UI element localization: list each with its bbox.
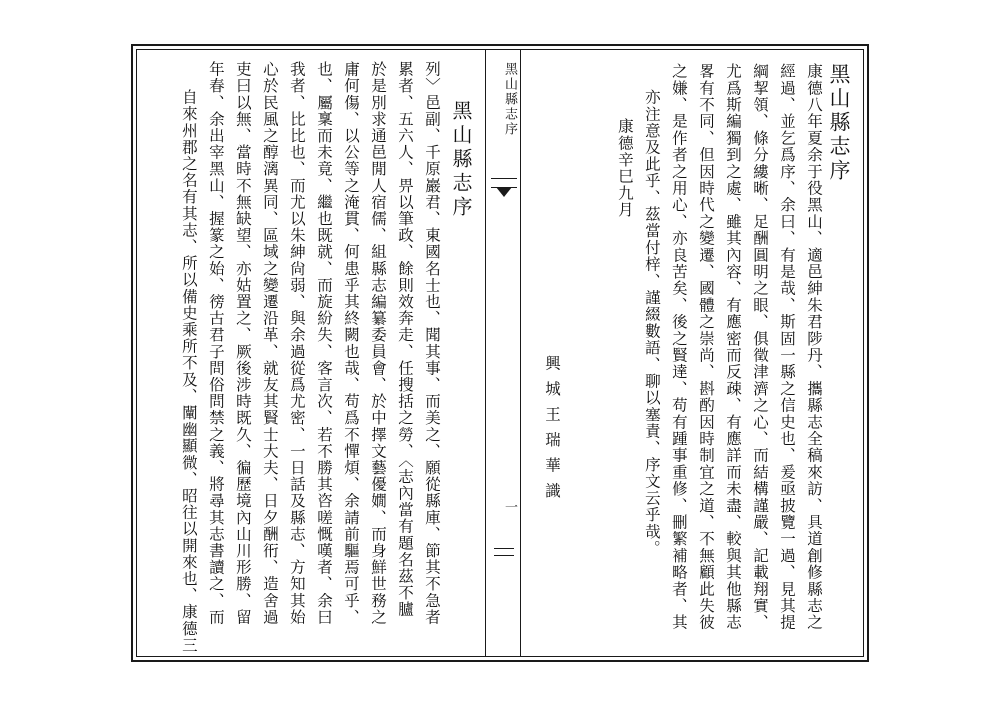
preface2-column: 吏曰以無、當時不無缺望、亦姑置之、厥後涉時既久、徧歷境內山川形勝、留 (233, 61, 252, 626)
preface2-column: 累者、五六人、畀以筆政、餘則效奔走、任搜括之勞、〈志內當有題名茲不臚 (395, 61, 414, 618)
preface-column: 之嫌、是作者之用心、亦良苦矣、後之賢達、苟有踵事重修、刪繁補略者、其 (669, 63, 688, 631)
preface-date: 康德辛巳九月 (615, 118, 634, 219)
preface-first-body (610, 63, 826, 643)
page-title: 黑山縣志序 (827, 63, 851, 183)
running-header: 黑山縣志序 (502, 62, 517, 137)
preface2-column: 年春、余出宰黑山、握篆之始、徬古君子問俗問禁之義、將尋其志書讀之、而 (206, 61, 225, 626)
preface2-column: 於是別求通邑閒人宿儒、組縣志編纂委員會、於中擇文藝優嫺、而身鮮世務之 (368, 61, 387, 626)
preface2-column: 列〉邑副、千原巖君、東國名士也、聞其事、而美之、願從縣庫、節其不急者 (423, 61, 441, 626)
preface2-column: 庸何傷、以公等之淹貫、何患乎其終闕也哉、苟爲不憚煩、余請前驅焉可乎、 (341, 61, 360, 626)
page-rule-bottom (494, 555, 514, 556)
column-rule-left (485, 49, 486, 657)
preface-signature: 興城王瑞華識 (543, 355, 561, 508)
preface-column: 畧有不同、但因時代之變遷、國體之崇尚、斟酌因時制宜之道、不無顧此失彼 (696, 63, 715, 631)
preface2-column: 我者、比比也、而尤以朱紳尙弱、與余過從爲尤密、一日話及縣志、方知其始 (287, 61, 306, 626)
fishtail-mark (489, 178, 519, 200)
page-rule-top (494, 548, 514, 549)
section-title: 黑山縣志序 (449, 100, 473, 220)
preface2-column: 也、屬稟而未竟、繼也既就、而旋紛失、客言次、若不勝其咨嗟慨嘆者、余曰 (314, 61, 333, 626)
preface-column: 綱挈領、條分縷晰、足酬圓明之眼、俱徵津濟之心、而結構謹嚴、記載翔實、 (750, 63, 769, 631)
page-number-rules (494, 548, 514, 562)
preface-first (525, 55, 860, 651)
preface2-column: 心於民風之醇漓異同、區域之變遷沿革、就友其賢士大夫、日夕酬衎、造舍過 (260, 61, 279, 626)
preface2-column: 自來州郡之名有其志、所以備史乘所不及、闡幽顯微、昭往以開來也、康德三 (179, 89, 198, 654)
preface-column: 經過、並乞爲序、余曰、有是哉、斯固一縣之信史也、爰亟披覽一過、見其提 (777, 63, 796, 631)
column-rule-right (520, 49, 521, 657)
preface-column: 亦注意及此乎、茲當付梓、謹綴數語、聊以塞責、序文云乎哉。 (642, 89, 661, 557)
preface-column: 尤爲斯編獨到之處、雖其內容、有應密而反疎、有應詳而未盡、較與其他縣志 (723, 63, 742, 631)
fishtail-triangle (496, 187, 512, 197)
preface-column: 康德八年夏余于役黑山、適邑紳朱君陟丹、攜縣志全稿來訪、具道創修縣志之 (805, 63, 823, 631)
page-number: 一 (502, 500, 517, 513)
preface-second-body (174, 61, 444, 654)
preface-second (140, 55, 482, 654)
